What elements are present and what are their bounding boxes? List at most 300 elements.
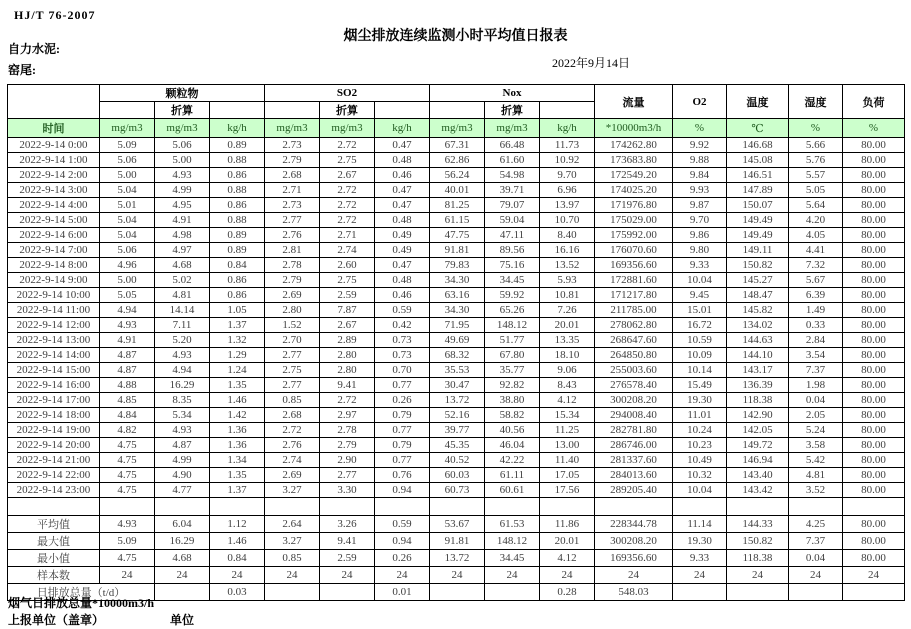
value-cell: 3.54 <box>789 348 843 363</box>
value-cell: 118.38 <box>727 393 789 408</box>
value-cell: 3.27 <box>265 483 320 498</box>
value-cell: 4.77 <box>155 483 210 498</box>
value-cell: 4.12 <box>540 393 595 408</box>
summary-label: 日排放总量（t/d） <box>8 584 155 601</box>
value-cell: 52.16 <box>430 408 485 423</box>
value-cell: 45.35 <box>430 438 485 453</box>
value-cell: 4.99 <box>155 453 210 468</box>
value-cell: 1.34 <box>210 453 265 468</box>
value-cell: 2.68 <box>265 168 320 183</box>
empty-cell <box>210 498 265 516</box>
table-row <box>8 468 905 483</box>
value-cell: 255003.60 <box>595 363 673 378</box>
value-cell: 0.88 <box>210 213 265 228</box>
value-cell: 173683.80 <box>595 153 673 168</box>
value-cell: 0.73 <box>375 333 430 348</box>
value-cell: 0.26 <box>375 550 430 567</box>
value-cell: 80.00 <box>843 348 905 363</box>
value-cell: 5.00 <box>100 168 155 183</box>
value-cell: 0.48 <box>375 273 430 288</box>
value-cell: 2.67 <box>320 318 375 333</box>
value-cell: 278062.80 <box>595 318 673 333</box>
pm-converted-label: 折算 <box>155 102 210 119</box>
value-cell: 2.73 <box>265 138 320 153</box>
value-cell: 4.87 <box>155 438 210 453</box>
value-cell: 7.87 <box>320 303 375 318</box>
value-cell: 16.29 <box>155 378 210 393</box>
value-cell: 4.93 <box>155 348 210 363</box>
value-cell: 18.10 <box>540 348 595 363</box>
value-cell: 4.25 <box>789 516 843 533</box>
value-cell: 0.01 <box>375 584 430 601</box>
value-cell: 2.81 <box>265 243 320 258</box>
value-cell: 9.45 <box>673 288 727 303</box>
value-cell: 13.72 <box>430 393 485 408</box>
kiln-label: 窑尾: <box>8 63 36 77</box>
hourly-rows <box>8 138 905 498</box>
value-cell: 1.46 <box>210 393 265 408</box>
time-cell: 2022-9-14 6:00 <box>8 228 100 243</box>
value-cell: 11.86 <box>540 516 595 533</box>
value-cell: 40.56 <box>485 423 540 438</box>
value-cell: 5.24 <box>789 423 843 438</box>
value-cell: 0.86 <box>210 168 265 183</box>
value-cell: 80.00 <box>843 318 905 333</box>
value-cell: 276578.40 <box>595 378 673 393</box>
value-cell: 13.00 <box>540 438 595 453</box>
col-header-o2: O2 <box>673 85 727 119</box>
value-cell: 1.35 <box>210 468 265 483</box>
value-cell: 60.03 <box>430 468 485 483</box>
value-cell: 4.96 <box>100 258 155 273</box>
value-cell: 10.23 <box>673 438 727 453</box>
value-cell: 80.00 <box>843 516 905 533</box>
value-cell: 4.94 <box>100 303 155 318</box>
value-cell: 4.91 <box>155 213 210 228</box>
value-cell: 15.01 <box>673 303 727 318</box>
value-cell: 149.49 <box>727 213 789 228</box>
value-cell: 80.00 <box>843 363 905 378</box>
table-row <box>8 408 905 423</box>
value-cell: 3.26 <box>320 516 375 533</box>
time-cell: 2022-9-14 23:00 <box>8 483 100 498</box>
value-cell: 282781.80 <box>595 423 673 438</box>
time-cell: 2022-9-14 4:00 <box>8 198 100 213</box>
value-cell: 5.06 <box>100 153 155 168</box>
value-cell: 10.04 <box>673 483 727 498</box>
value-cell: 13.52 <box>540 258 595 273</box>
value-cell: 9.84 <box>673 168 727 183</box>
time-cell: 2022-9-14 12:00 <box>8 318 100 333</box>
value-cell: 150.82 <box>727 533 789 550</box>
value-cell: 6.39 <box>789 288 843 303</box>
value-cell: 80.00 <box>843 243 905 258</box>
value-cell: 3.30 <box>320 483 375 498</box>
value-cell: 169356.60 <box>595 258 673 273</box>
time-cell: 2022-9-14 3:00 <box>8 183 100 198</box>
nox-rate-spacer <box>540 102 595 119</box>
value-cell: 80.00 <box>843 183 905 198</box>
value-cell: 0.76 <box>375 468 430 483</box>
value-cell: 2.71 <box>265 183 320 198</box>
value-cell: 1.29 <box>210 348 265 363</box>
value-cell: 9.70 <box>673 213 727 228</box>
value-cell: 1.35 <box>210 378 265 393</box>
value-cell: 0.88 <box>210 183 265 198</box>
table-row <box>8 168 905 183</box>
value-cell: 9.88 <box>673 153 727 168</box>
value-cell: 47.75 <box>430 228 485 243</box>
value-cell: 0.77 <box>375 453 430 468</box>
value-cell: 5.42 <box>789 453 843 468</box>
value-cell: 9.92 <box>673 138 727 153</box>
value-cell: 62.86 <box>430 153 485 168</box>
value-cell: 9.86 <box>673 228 727 243</box>
value-cell: 2.74 <box>265 453 320 468</box>
value-cell: 150.07 <box>727 198 789 213</box>
value-cell: 14.14 <box>155 303 210 318</box>
value-cell: 92.82 <box>485 378 540 393</box>
value-cell: 5.02 <box>155 273 210 288</box>
value-cell: 4.97 <box>155 243 210 258</box>
value-cell: 24 <box>430 567 485 584</box>
value-cell: 13.72 <box>430 550 485 567</box>
value-cell: 142.90 <box>727 408 789 423</box>
nox-converted-label: 折算 <box>485 102 540 119</box>
empty-cell <box>8 498 100 516</box>
col-header-humidity: 湿度 <box>789 85 843 119</box>
value-cell: 13.35 <box>540 333 595 348</box>
value-cell: 47.11 <box>485 228 540 243</box>
value-cell: 9.70 <box>540 168 595 183</box>
empty-cell <box>375 498 430 516</box>
empty-cell <box>100 498 155 516</box>
value-cell: 49.69 <box>430 333 485 348</box>
value-cell: 2.97 <box>320 408 375 423</box>
value-cell: 20.01 <box>540 533 595 550</box>
value-cell: 10.59 <box>673 333 727 348</box>
value-cell: 2.72 <box>320 198 375 213</box>
value-cell: 80.00 <box>843 378 905 393</box>
value-cell: 17.05 <box>540 468 595 483</box>
value-cell: 8.40 <box>540 228 595 243</box>
empty-cell <box>485 498 540 516</box>
value-cell: 0.59 <box>375 303 430 318</box>
summary-label: 样本数 <box>8 567 100 584</box>
value-cell <box>430 584 485 601</box>
value-cell: 80.00 <box>843 333 905 348</box>
value-cell: 80.00 <box>843 393 905 408</box>
value-cell: 172549.20 <box>595 168 673 183</box>
time-cell: 2022-9-14 0:00 <box>8 138 100 153</box>
value-cell: 5.64 <box>789 198 843 213</box>
value-cell: 80.00 <box>843 303 905 318</box>
value-cell: 80.00 <box>843 533 905 550</box>
value-cell: 71.95 <box>430 318 485 333</box>
value-cell: 79.83 <box>430 258 485 273</box>
value-cell: 80.00 <box>843 438 905 453</box>
value-cell: 4.75 <box>100 438 155 453</box>
value-cell: 34.45 <box>485 550 540 567</box>
company-label: 自力水泥: <box>8 42 60 56</box>
value-cell: 11.01 <box>673 408 727 423</box>
value-cell: 1.05 <box>210 303 265 318</box>
col-group-pm: 颗粒物 <box>100 85 265 102</box>
value-cell: 38.80 <box>485 393 540 408</box>
value-cell: 9.06 <box>540 363 595 378</box>
value-cell: 24 <box>595 567 673 584</box>
unit-cell: mg/m3 <box>430 119 485 138</box>
value-cell: 2.78 <box>265 258 320 273</box>
value-cell: 4.87 <box>100 348 155 363</box>
value-cell: 1.37 <box>210 483 265 498</box>
value-cell: 5.05 <box>789 183 843 198</box>
value-cell: 2.77 <box>265 348 320 363</box>
value-cell: 10.70 <box>540 213 595 228</box>
value-cell: 1.12 <box>210 516 265 533</box>
empty-cell <box>673 498 727 516</box>
value-cell: 13.97 <box>540 198 595 213</box>
value-cell: 80.00 <box>843 138 905 153</box>
value-cell: 169356.60 <box>595 550 673 567</box>
value-cell: 2.68 <box>265 408 320 423</box>
value-cell: 2.75 <box>320 273 375 288</box>
table-row <box>8 213 905 228</box>
value-cell: 2.72 <box>320 213 375 228</box>
time-cell: 2022-9-14 11:00 <box>8 303 100 318</box>
value-cell: 3.27 <box>265 533 320 550</box>
value-cell <box>673 584 727 601</box>
value-cell: 286746.00 <box>595 438 673 453</box>
unit-cell: % <box>673 119 727 138</box>
value-cell: 3.52 <box>789 483 843 498</box>
value-cell: 0.77 <box>375 423 430 438</box>
value-cell: 171217.80 <box>595 288 673 303</box>
value-cell: 68.32 <box>430 348 485 363</box>
value-cell: 1.36 <box>210 438 265 453</box>
value-cell: 2.69 <box>265 468 320 483</box>
empty-cell <box>540 498 595 516</box>
unit-label: 单位 <box>170 613 195 627</box>
value-cell: 24 <box>673 567 727 584</box>
value-cell: 11.73 <box>540 138 595 153</box>
value-cell: 7.26 <box>540 303 595 318</box>
value-cell: 3.58 <box>789 438 843 453</box>
value-cell: 5.06 <box>155 138 210 153</box>
value-cell: 0.03 <box>210 584 265 601</box>
value-cell: 0.33 <box>789 318 843 333</box>
value-cell: 284013.60 <box>595 468 673 483</box>
value-cell: 7.37 <box>789 533 843 550</box>
value-cell: 149.72 <box>727 438 789 453</box>
value-cell: 15.49 <box>673 378 727 393</box>
value-cell: 9.80 <box>673 243 727 258</box>
value-cell: 4.75 <box>100 453 155 468</box>
value-cell: 4.87 <box>100 363 155 378</box>
value-cell: 24 <box>485 567 540 584</box>
value-cell <box>485 584 540 601</box>
value-cell: 146.94 <box>727 453 789 468</box>
value-cell: 4.93 <box>155 423 210 438</box>
value-cell: 4.41 <box>789 243 843 258</box>
value-cell: 172881.60 <box>595 273 673 288</box>
value-cell: 2.89 <box>320 333 375 348</box>
value-cell: 61.53 <box>485 516 540 533</box>
value-cell: 0.86 <box>210 273 265 288</box>
time-cell: 2022-9-14 5:00 <box>8 213 100 228</box>
table-row <box>8 378 905 393</box>
time-cell: 2022-9-14 22:00 <box>8 468 100 483</box>
table-row <box>8 453 905 468</box>
value-cell: 145.08 <box>727 153 789 168</box>
pm-rate-spacer <box>210 102 265 119</box>
value-cell: 4.68 <box>155 258 210 273</box>
value-cell: 0.94 <box>375 533 430 550</box>
value-cell: 9.93 <box>673 183 727 198</box>
value-cell: 5.04 <box>100 183 155 198</box>
monitoring-table <box>7 84 905 601</box>
reporting-unit-label: 上报单位（盖章） <box>8 613 105 627</box>
value-cell <box>265 584 320 601</box>
col-group-so2: SO2 <box>265 85 430 102</box>
value-cell: 2.79 <box>265 153 320 168</box>
value-cell: 4.82 <box>100 423 155 438</box>
value-cell: 0.86 <box>210 198 265 213</box>
unit-cell: mg/m3 <box>485 119 540 138</box>
value-cell: 79.07 <box>485 198 540 213</box>
value-cell: 59.04 <box>485 213 540 228</box>
value-cell: 144.33 <box>727 516 789 533</box>
col-header-temp: 温度 <box>727 85 789 119</box>
value-cell: 6.96 <box>540 183 595 198</box>
empty-cell <box>727 498 789 516</box>
value-cell: 40.01 <box>430 183 485 198</box>
value-cell: 5.09 <box>100 138 155 153</box>
value-cell: 5.20 <box>155 333 210 348</box>
value-cell: 143.17 <box>727 363 789 378</box>
empty-cell <box>320 498 375 516</box>
value-cell: 5.09 <box>100 533 155 550</box>
value-cell <box>843 584 905 601</box>
value-cell: 2.72 <box>320 393 375 408</box>
table-row <box>8 198 905 213</box>
value-cell: 10.92 <box>540 153 595 168</box>
value-cell: 60.61 <box>485 483 540 498</box>
value-cell: 171976.80 <box>595 198 673 213</box>
value-cell: 148.12 <box>485 318 540 333</box>
value-cell: 0.26 <box>375 393 430 408</box>
value-cell: 10.04 <box>673 273 727 288</box>
value-cell <box>155 584 210 601</box>
value-cell: 1.52 <box>265 318 320 333</box>
value-cell: 0.85 <box>265 393 320 408</box>
value-cell: 5.00 <box>155 153 210 168</box>
value-cell: 56.24 <box>430 168 485 183</box>
table-row <box>8 228 905 243</box>
table-row <box>8 348 905 363</box>
value-cell: 2.80 <box>320 363 375 378</box>
value-cell: 80.00 <box>843 468 905 483</box>
value-cell: 24 <box>843 567 905 584</box>
value-cell: 2.80 <box>320 348 375 363</box>
time-cell: 2022-9-14 15:00 <box>8 363 100 378</box>
table-row <box>8 153 905 168</box>
value-cell: 149.11 <box>727 243 789 258</box>
value-cell: 0.86 <box>210 288 265 303</box>
value-cell: 0.88 <box>210 153 265 168</box>
value-cell: 4.98 <box>155 228 210 243</box>
value-cell: 60.73 <box>430 483 485 498</box>
value-cell: 80.00 <box>843 213 905 228</box>
value-cell: 10.14 <box>673 363 727 378</box>
unit-cell: mg/m3 <box>320 119 375 138</box>
summary-row <box>8 567 905 584</box>
value-cell: 34.30 <box>430 273 485 288</box>
value-cell: 16.16 <box>540 243 595 258</box>
value-cell: 0.79 <box>375 408 430 423</box>
empty-cell <box>430 498 485 516</box>
table-row <box>8 363 905 378</box>
value-cell: 24 <box>210 567 265 584</box>
units-row <box>8 119 905 138</box>
value-cell: 4.85 <box>100 393 155 408</box>
value-cell: 80.00 <box>843 228 905 243</box>
value-cell: 2.90 <box>320 453 375 468</box>
value-cell: 548.03 <box>595 584 673 601</box>
value-cell: 0.47 <box>375 258 430 273</box>
value-cell: 16.29 <box>155 533 210 550</box>
value-cell: 10.09 <box>673 348 727 363</box>
value-cell: 66.48 <box>485 138 540 153</box>
value-cell: 80.00 <box>843 258 905 273</box>
unit-cell: mg/m3 <box>265 119 320 138</box>
value-cell: 1.49 <box>789 303 843 318</box>
value-cell: 63.16 <box>430 288 485 303</box>
value-cell: 19.30 <box>673 533 727 550</box>
col-group-nox: Nox <box>430 85 595 102</box>
value-cell: 19.30 <box>673 393 727 408</box>
summary-rows <box>8 498 905 601</box>
value-cell: 35.53 <box>430 363 485 378</box>
value-cell: 2.77 <box>265 378 320 393</box>
value-cell: 4.93 <box>100 516 155 533</box>
time-cell: 2022-9-14 20:00 <box>8 438 100 453</box>
value-cell: 2.72 <box>265 423 320 438</box>
value-cell: 136.39 <box>727 378 789 393</box>
time-cell: 2022-9-14 1:00 <box>8 153 100 168</box>
value-cell: 0.47 <box>375 183 430 198</box>
value-cell: 51.77 <box>485 333 540 348</box>
value-cell: 0.94 <box>375 483 430 498</box>
empty-cell <box>265 498 320 516</box>
value-cell: 143.42 <box>727 483 789 498</box>
value-cell: 1.32 <box>210 333 265 348</box>
value-cell: 2.64 <box>265 516 320 533</box>
value-cell: 0.46 <box>375 288 430 303</box>
value-cell: 5.66 <box>789 138 843 153</box>
value-cell: 1.37 <box>210 318 265 333</box>
value-cell: 1.24 <box>210 363 265 378</box>
time-cell: 2022-9-14 10:00 <box>8 288 100 303</box>
value-cell: 9.33 <box>673 550 727 567</box>
value-cell: 80.00 <box>843 423 905 438</box>
time-cell: 2022-9-14 19:00 <box>8 423 100 438</box>
so2-rate-spacer <box>375 102 430 119</box>
value-cell: 228344.78 <box>595 516 673 533</box>
value-cell: 0.48 <box>375 213 430 228</box>
value-cell: 0.85 <box>265 550 320 567</box>
value-cell: 2.67 <box>320 168 375 183</box>
